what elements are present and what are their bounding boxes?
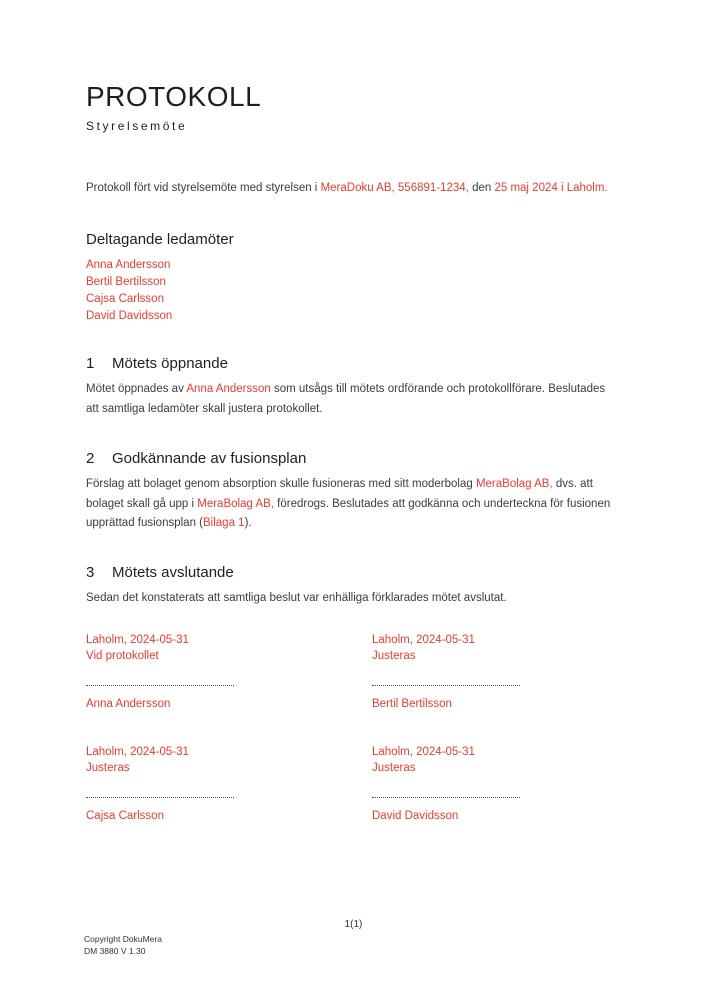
signature-name: Anna Andersson <box>86 698 171 711</box>
section-2-heading <box>86 450 620 467</box>
signature-place-date: Laholm, 2024-05-31 <box>372 633 475 646</box>
participants-heading: Deltagande ledamöter <box>86 231 234 249</box>
signature-role: Justeras <box>372 762 416 775</box>
document-content <box>0 82 707 856</box>
signature-place-date: Laholm, 2024-05-31 <box>86 633 189 646</box>
section-1-body <box>86 380 620 420</box>
text-segment: Protokoll fört vid styrelsemöte med styrelsen i <box>86 182 321 195</box>
section-3-title: Mötets avslutande <box>112 564 234 582</box>
text-segment: ). <box>244 517 252 530</box>
document-id-line: DM 3880 V 1.30 <box>84 945 146 956</box>
text-segment: 25 maj 2024 i Laholm. <box>494 182 608 195</box>
intro-paragraph <box>86 179 620 199</box>
text-segment: dvs. att bolaget skall gå upp i <box>86 477 593 510</box>
signature-block <box>372 744 620 825</box>
section-2-title: Godkännande av fusionsplan <box>112 449 307 467</box>
signature-role: Vid protokollet <box>86 650 159 663</box>
signature-name: Bertil Bertilsson <box>372 698 452 711</box>
signature-name: Cajsa Carlsson <box>86 810 164 823</box>
signature-role: Justeras <box>86 762 130 775</box>
signature-area <box>86 632 620 856</box>
section-3-heading <box>86 564 620 581</box>
signature-line <box>86 797 234 798</box>
section-1-number: 1 <box>86 355 95 373</box>
section-1-heading <box>86 355 620 372</box>
section-3-body <box>86 589 620 609</box>
signature-line <box>86 685 234 686</box>
participant-name: Cajsa Carlsson <box>86 293 164 306</box>
signature-place-date: Laholm, 2024-05-31 <box>86 745 189 758</box>
text-segment: Bilaga 1 <box>203 517 245 530</box>
participant-name: David Davidsson <box>86 310 173 323</box>
signature-line <box>372 797 520 798</box>
signature-block <box>86 632 372 713</box>
signature-block <box>86 744 372 825</box>
document-title: PROTOKOLL <box>86 81 262 112</box>
signature-role: Justeras <box>372 650 416 663</box>
text-segment: MeraBolag AB, <box>197 497 274 510</box>
copyright-note <box>84 934 162 958</box>
text-segment: Förslag att bolaget genom absorption skulle fusioneras med sitt moderbolag <box>86 477 476 490</box>
text-segment: MeraDoku AB, 556891-1234, <box>320 182 469 195</box>
participants-list <box>86 257 620 325</box>
text-segment: Sedan det konstaterats att samtliga beslut var enhälliga förklarades mötet avslutat. <box>86 592 507 605</box>
text-segment: Anna Andersson <box>186 383 271 396</box>
section-3-number: 3 <box>86 564 95 582</box>
participant-name: Anna Andersson <box>86 259 171 272</box>
section-2-number: 2 <box>86 449 95 467</box>
text-segment: föredrogs. Beslutades att godkänna och underteckna för fusionen upprättad fusionsplan ( <box>86 497 611 530</box>
section-2-body <box>86 475 620 534</box>
page-number: 1(1) <box>344 919 363 930</box>
signature-name: David Davidsson <box>372 810 459 823</box>
text-segment: den <box>468 182 495 195</box>
signature-line <box>372 685 520 686</box>
text-segment: Mötet öppnades av <box>86 383 187 396</box>
copyright-line: Copyright DokuMera <box>84 934 162 944</box>
document-subtitle: Styrelsemöte <box>86 119 188 134</box>
text-segment: som utsågs till mötets ordförande och protokollförare. Beslutades att samtliga ledamöter skall justera protokollet. <box>86 383 606 415</box>
signature-block <box>372 632 620 713</box>
signature-place-date: Laholm, 2024-05-31 <box>372 745 475 758</box>
participant-name: Bertil Bertilsson <box>86 276 166 289</box>
text-segment: MeraBolag AB, <box>475 477 553 490</box>
section-1-title: Mötets öppnande <box>112 355 228 373</box>
